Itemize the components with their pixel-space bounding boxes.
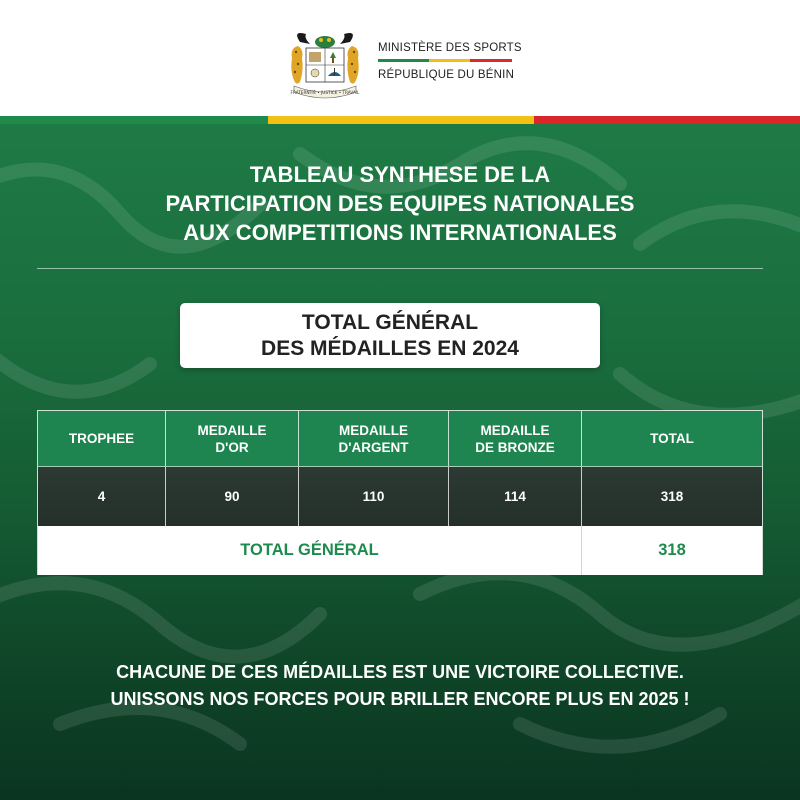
title-line: AUX COMPETITIONS INTERNATIONALES (183, 220, 617, 245)
ministry-name: MINISTÈRE DES SPORTS (378, 42, 522, 54)
value-argent: 110 (299, 467, 449, 526)
header-trophee: TROPHEE (38, 411, 166, 466)
header-medaille-bronze: MEDAILLE DE BRONZE (449, 411, 582, 466)
motto-text: FRATERNITÉ • JUSTICE • TRAVAIL (290, 90, 360, 95)
subtitle-line: DES MÉDAILLES EN 2024 (261, 336, 519, 360)
table-header-row (38, 411, 762, 467)
ministry-block (378, 42, 528, 81)
footer-message (20, 659, 780, 713)
header-medaille-or: MEDAILLE D'OR (166, 411, 299, 466)
flag-green (0, 116, 268, 124)
total-general-value: 318 (658, 541, 686, 559)
republic-name: RÉPUBLIQUE DU BÉNIN (378, 69, 515, 81)
title-divider (37, 268, 763, 269)
total-general-label: TOTAL GÉNÉRAL (38, 526, 582, 575)
footer-line: CHACUNE DE CES MÉDAILLES EST UNE VICTOIRE COLLECTIVE. (116, 662, 684, 682)
flag-band (0, 116, 800, 124)
medals-table (37, 410, 763, 575)
table-row (38, 467, 762, 526)
subtitle-box (180, 303, 600, 368)
value-bronze: 114 (449, 467, 582, 526)
flag-red (534, 116, 800, 124)
title-line: PARTICIPATION DES EQUIPES NATIONALES (165, 191, 635, 216)
value-total: 318 (660, 489, 684, 504)
header-total: TOTAL (650, 431, 694, 446)
flag-yellow (268, 116, 534, 124)
subtitle-line: TOTAL GÉNÉRAL (301, 310, 479, 334)
coat-of-arms-icon (286, 28, 364, 100)
page-title (40, 160, 760, 247)
mini-flag-divider (378, 59, 512, 62)
value-or: 90 (166, 467, 299, 526)
footer-line: UNISSONS NOS FORCES POUR BRILLER ENCORE PLUS EN 2025 ! (110, 689, 690, 709)
value-trophee: 4 (38, 467, 166, 526)
title-line: TABLEAU SYNTHESE DE LA (249, 162, 551, 187)
header (0, 0, 800, 118)
table-total-row (38, 526, 762, 575)
header-medaille-argent: MEDAILLE D'ARGENT (299, 411, 449, 466)
